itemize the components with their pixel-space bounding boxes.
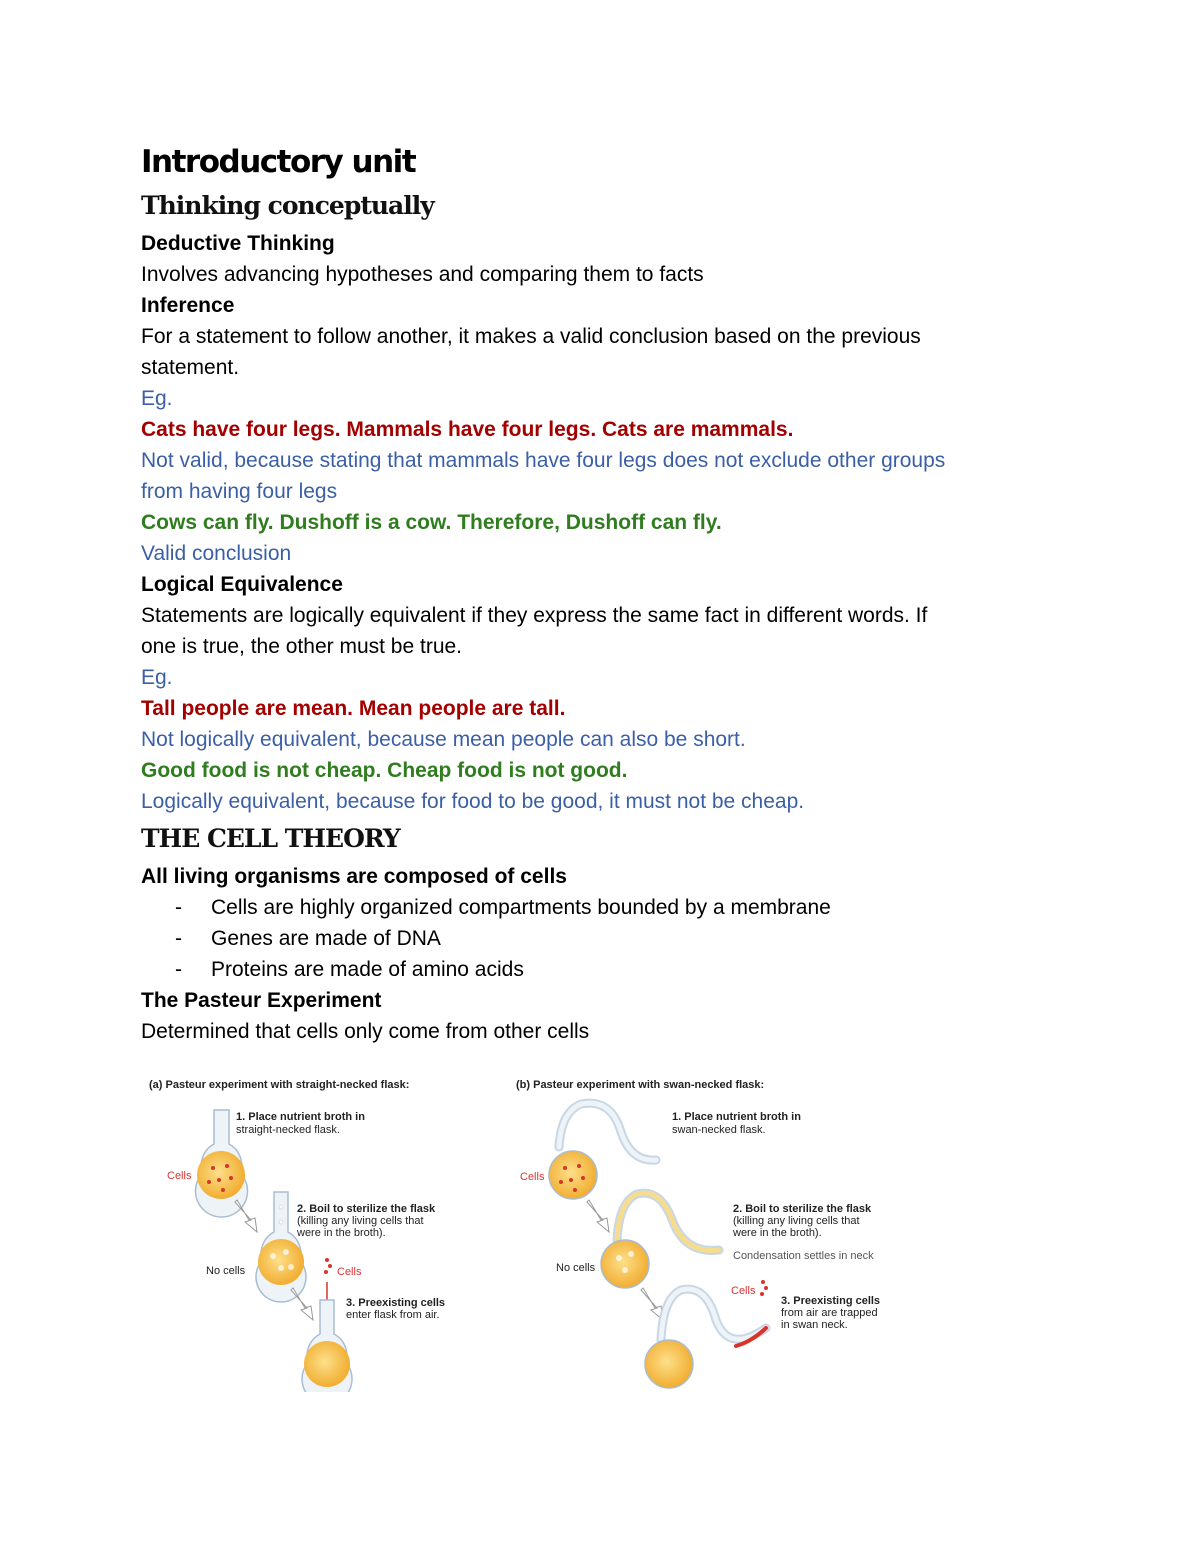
section-heading-cell-theory: THE CELL THEORY [141, 824, 400, 853]
panel-a-cells-label: Cells [167, 1170, 192, 1182]
panel-b-no-cells-label: No cells [556, 1262, 596, 1274]
panel-a-step3-line2: enter flask from air. [346, 1309, 440, 1321]
panel-a-step3-line1: 3. Preexisting cells [346, 1297, 446, 1309]
inference-text-line1: For a statement to follow another, it makes a valid conclusion based on the previous [141, 325, 921, 348]
flask-swan-3 [645, 1289, 766, 1388]
panel-a-step2-line2: (killing any living cells that [297, 1215, 424, 1227]
panel-b [516, 1079, 880, 1388]
panel-b-cells-air-label: Cells [731, 1285, 756, 1297]
panel-b-step2-line2: (killing any living cells that [733, 1215, 860, 1227]
panel-a-step1-line1: 1. Place nutrient broth in [236, 1111, 365, 1123]
list-item: - Genes are made of DNA [141, 923, 1101, 954]
panel-b-step3-line1: 3. Preexisting cells [781, 1295, 881, 1307]
equivalence-text-line2: one is true, the other must be true. [141, 635, 463, 658]
example-equivalent-note: Logically equivalent, because for food to be good, it must not be cheap. [141, 790, 805, 813]
example-valid: Cows can fly. Dushoff is a cow. Therefore, Dushoff can fly. [141, 511, 722, 534]
dash-marker: - [175, 896, 182, 919]
example-equivalent: Good food is not cheap. Cheap food is not good. [141, 759, 628, 782]
dash-marker: - [175, 958, 182, 981]
inference-text-line2: statement. [141, 356, 240, 379]
panel-a [149, 1079, 445, 1392]
example-invalid-note-line1: Not valid, because stating that mammals have four legs does not exclude other groups [141, 449, 946, 472]
organisms-heading: All living organisms are composed of cells [141, 865, 567, 888]
example-label: Eg. [141, 387, 173, 410]
cell-theory-list [141, 892, 1101, 985]
pasteur-text: Determined that cells only come from other cells [141, 1020, 590, 1043]
panel-b-step3-line3: in swan neck. [781, 1319, 848, 1331]
arrow-icon [587, 1200, 609, 1232]
page-title: Introductory unit [141, 144, 416, 180]
panel-b-step3-line2: from air are trapped [781, 1307, 878, 1319]
pasteur-figure [141, 1072, 901, 1392]
deductive-heading: Deductive Thinking [141, 232, 335, 255]
panel-a-cells-air-label: Cells [337, 1266, 362, 1278]
document-body [141, 140, 1101, 1047]
example-not-equivalent: Tall people are mean. Mean people are tall. [141, 697, 566, 720]
panel-a-step1-line2: straight-necked flask. [236, 1124, 340, 1136]
example-valid-note: Valid conclusion [141, 542, 292, 565]
panel-b-cells-label: Cells [520, 1171, 545, 1183]
example-not-equivalent-note: Not logically equivalent, because mean people can also be short. [141, 728, 746, 751]
panel-a-title: (a) Pasteur experiment with straight-necked flask: [149, 1079, 410, 1091]
condensation-label: Condensation settles in neck [733, 1250, 874, 1262]
pasteur-heading: The Pasteur Experiment [141, 989, 382, 1012]
arrow-icon [235, 1200, 257, 1232]
panel-b-step2-line3: were in the broth). [733, 1227, 822, 1239]
inference-heading: Inference [141, 294, 235, 317]
equivalence-text-line1: Statements are logically equivalent if they express the same fact in different words. If [141, 604, 928, 627]
equivalence-heading: Logical Equivalence [141, 573, 343, 596]
panel-b-step1-line2: swan-necked flask. [672, 1124, 766, 1136]
list-item: - Proteins are made of amino acids [141, 954, 1101, 985]
example-invalid-note-line2: from having four legs [141, 480, 338, 503]
example-label: Eg. [141, 666, 173, 689]
panel-b-step1-line1: 1. Place nutrient broth in [672, 1111, 801, 1123]
section-heading-thinking: Thinking conceptually [141, 191, 434, 220]
dash-marker: - [175, 927, 182, 950]
flask-swan-1 [549, 1103, 656, 1199]
panel-a-no-cells-label: No cells [206, 1265, 246, 1277]
flask-swan-2 [601, 1193, 719, 1288]
panel-a-step2-line1: 2. Boil to sterilize the flask [297, 1203, 436, 1215]
panel-a-step2-line3: were in the broth). [297, 1227, 386, 1239]
panel-b-step2-line1: 2. Boil to sterilize the flask [733, 1203, 872, 1215]
example-invalid: Cats have four legs. Mammals have four legs. Cats are mammals. [141, 418, 794, 441]
pasteur-diagram [141, 1072, 901, 1392]
arrow-icon [291, 1288, 313, 1320]
panel-b-title: (b) Pasteur experiment with swan-necked flask: [516, 1079, 765, 1091]
deductive-text: Involves advancing hypotheses and comparing them to facts [141, 263, 704, 286]
list-item: - Cells are highly organized compartments bounded by a membrane [141, 892, 1101, 923]
